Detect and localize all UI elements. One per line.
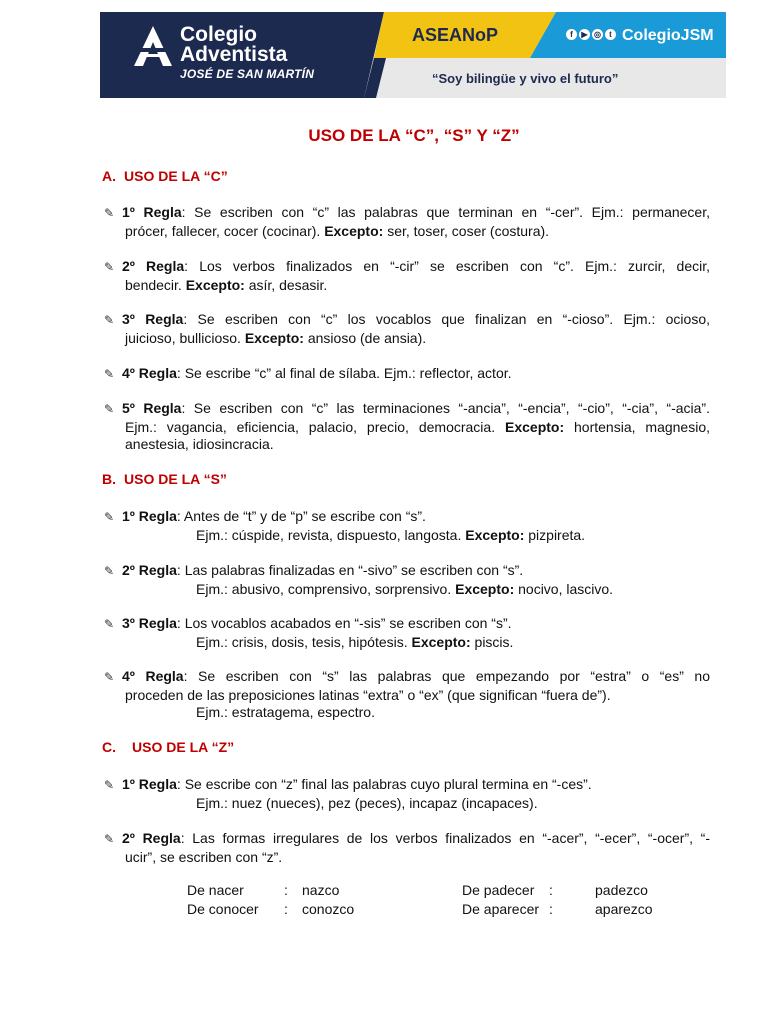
rule-line	[104, 615, 710, 634]
conj-form: aparezco	[595, 901, 653, 917]
rule-text: : Se escribe con “z” final las palabras cuyo plural termina en “-ces”.	[176, 776, 592, 792]
rule-line	[104, 581, 710, 599]
pencil-icon: ✎	[104, 778, 115, 792]
rule-text: prócer, fallecer, cocer (cocinar).	[125, 222, 325, 239]
rule-s-1	[104, 508, 710, 544]
exception-label: Excepto:	[465, 526, 525, 543]
school-name-line1: Colegio	[180, 23, 257, 46]
school-logo-icon	[134, 26, 172, 66]
rule-label: 1º Regla	[122, 776, 177, 792]
section-heading-s	[102, 471, 227, 487]
section-title: USO DE LA “Z”	[132, 739, 235, 755]
conj-form: padezco	[595, 882, 648, 898]
slogan: “Soy bilingüe y vivo el futuro”	[432, 71, 619, 86]
rule-c-4	[104, 365, 710, 384]
header-banner	[100, 12, 726, 98]
rule-text: Ejm.: crisis, dosis, tesis, hipótesis.	[196, 633, 412, 650]
section-title: USO DE LA “S”	[124, 471, 227, 487]
rule-line	[104, 668, 710, 687]
program-name: ASEANoP	[412, 25, 499, 45]
rule-label: 2º Regla	[122, 830, 181, 846]
rule-s-2	[104, 562, 710, 598]
school-name-line2: Adventista	[180, 43, 288, 66]
conj-verb: De nacer	[187, 882, 244, 898]
exception-label: Excepto:	[505, 418, 565, 435]
rule-z-1	[104, 776, 710, 812]
rule-line	[104, 634, 710, 652]
rule-line	[104, 776, 710, 795]
rule-text: pizpireta.	[524, 526, 586, 543]
rule-text: hortensia, magnesio,	[564, 418, 710, 435]
rule-text: ser, toser, coser (costura).	[383, 222, 550, 239]
conj-verb: De padecer	[462, 882, 535, 898]
rule-text: : Los verbos finalizados en “-cir” se escriben con “c”. Ejm.: zurcir, decir,	[184, 258, 710, 274]
pencil-icon: ✎	[104, 260, 115, 274]
rule-line: Ejm.: estratagema, espectro.	[196, 704, 375, 720]
rule-line	[104, 562, 710, 581]
rule-label: 2º Regla	[122, 258, 185, 274]
pencil-icon: ✎	[104, 367, 115, 381]
exception-label: Excepto:	[411, 633, 471, 650]
rule-text: : Se escriben con “c” las palabras que terminan en “-cer”. Ejm.: permanecer,	[181, 204, 710, 220]
rule-line	[104, 419, 710, 437]
pencil-icon: ✎	[104, 510, 115, 524]
rule-text: Ejm.: vagancia, eficiencia, palacio, precio, democracia.	[125, 418, 505, 435]
rule-c-5	[104, 400, 710, 454]
pencil-icon: ✎	[104, 670, 115, 684]
rule-text: juicioso, bullicioso.	[125, 329, 245, 346]
rule-label: 5º Regla	[122, 400, 182, 416]
rule-line	[104, 400, 710, 419]
rule-c-3	[104, 311, 710, 347]
conj-separator: :	[549, 882, 553, 898]
rule-label: 3º Regla	[122, 311, 184, 327]
rule-text: : Las formas irregulares de los verbos finalizados en “-acer”, “-ecer”, “-ocer”, “-	[180, 830, 710, 846]
school-name-line3: JOSÉ DE SAN MARTÍN	[180, 67, 315, 81]
rule-c-1	[104, 204, 710, 240]
facebook-icon: f	[566, 29, 577, 40]
conj-separator: :	[284, 882, 288, 898]
section-letter: C.	[102, 739, 116, 755]
exception-label: Excepto:	[324, 222, 384, 239]
rule-line	[104, 330, 710, 348]
rule-label: 2º Regla	[122, 562, 177, 578]
rule-line: anestesia, idiosincracia.	[125, 436, 274, 452]
twitter-icon: t	[605, 29, 616, 40]
rule-text: : Las palabras finalizadas en “-sivo” se escriben con “s”.	[176, 562, 524, 578]
conj-form: conozco	[302, 901, 355, 917]
rule-text: asír, desasir.	[244, 276, 328, 293]
conj-verb: De conocer	[187, 901, 259, 917]
rule-z-2	[104, 830, 710, 866]
rule-line	[104, 527, 710, 545]
conj-form: nazco	[302, 882, 340, 898]
section-letter: B.	[102, 471, 116, 487]
exception-label: Excepto:	[455, 580, 515, 597]
rule-label: 4º Regla	[122, 668, 184, 684]
pencil-icon: ✎	[104, 617, 115, 631]
pencil-icon: ✎	[104, 206, 115, 220]
page-title: USO DE LA “C”, “S” Y “Z”	[308, 126, 520, 145]
rule-text: : Se escriben con “c” los vocablos que finalizan en “-cioso”. Ejm.: ocioso,	[183, 311, 710, 327]
rule-text: : Los vocablos acabados en “-sis” se escriben con “s”.	[176, 615, 512, 631]
pencil-icon: ✎	[104, 402, 115, 416]
rule-label: 1º Regla	[122, 204, 182, 220]
youtube-icon: ▶	[579, 29, 590, 40]
rule-label: 1º Regla	[122, 508, 177, 524]
exception-label: Excepto:	[244, 329, 304, 346]
rule-line: proceden de las preposiciones latinas “extra” o “ex” (que significan “fuera de”).	[125, 686, 611, 703]
social-handle: ColegioJSM	[622, 27, 714, 44]
section-heading-c	[102, 168, 228, 184]
rule-text: : Antes de “t” y de “p” se escribe con “s”.	[176, 508, 426, 524]
rule-line	[104, 258, 710, 277]
rule-line	[104, 204, 710, 223]
conj-separator: :	[549, 901, 553, 917]
exception-label: Excepto:	[185, 276, 245, 293]
section-letter: A.	[102, 168, 116, 184]
rule-s-4	[104, 668, 710, 722]
rule-label: 4º Regla	[122, 365, 177, 381]
rule-label: 3º Regla	[122, 615, 177, 631]
conj-separator: :	[284, 901, 288, 917]
section-heading-z	[102, 739, 234, 755]
rule-s-3	[104, 615, 710, 651]
rule-line	[104, 277, 710, 295]
rule-text: ansioso (de ansia).	[303, 329, 427, 346]
pencil-icon: ✎	[104, 832, 115, 846]
social-icons	[566, 29, 616, 40]
rule-line: Ejm.: nuez (nueces), pez (peces), incapaz (incapaces).	[196, 794, 538, 811]
rule-c-2	[104, 258, 710, 294]
section-title: USO DE LA “C”	[124, 168, 228, 184]
rule-text: : Se escriben con “c” las terminaciones “-ancia”, “-encia”, “-cio”, “-cia”, “-acia”.	[181, 400, 710, 416]
rule-text: Ejm.: cúspide, revista, dispuesto, langosta.	[196, 526, 466, 543]
pencil-icon: ✎	[104, 564, 115, 578]
rule-line: ucir”, se escriben con “z”.	[125, 848, 283, 865]
rule-line	[104, 830, 710, 849]
rule-text: Ejm.: abusivo, comprensivo, sorprensivo.	[196, 580, 456, 597]
instagram-icon: ◎	[592, 29, 603, 40]
rule-text: piscis.	[470, 633, 514, 650]
rule-line	[104, 365, 710, 384]
rule-line	[104, 223, 710, 241]
rule-text: bendecir.	[125, 276, 186, 293]
rule-text: : Se escriben con “s” las palabras que empezando por “estra” o “es” no	[183, 668, 710, 684]
conj-verb: De aparecer	[462, 901, 540, 917]
rule-text: nocivo, lascivo.	[514, 580, 614, 597]
rule-line	[104, 311, 710, 330]
pencil-icon: ✎	[104, 313, 115, 327]
rule-text: : Se escribe “c” al final de sílaba. Ejm.: reflector, actor.	[176, 365, 512, 381]
rule-line	[104, 508, 710, 527]
